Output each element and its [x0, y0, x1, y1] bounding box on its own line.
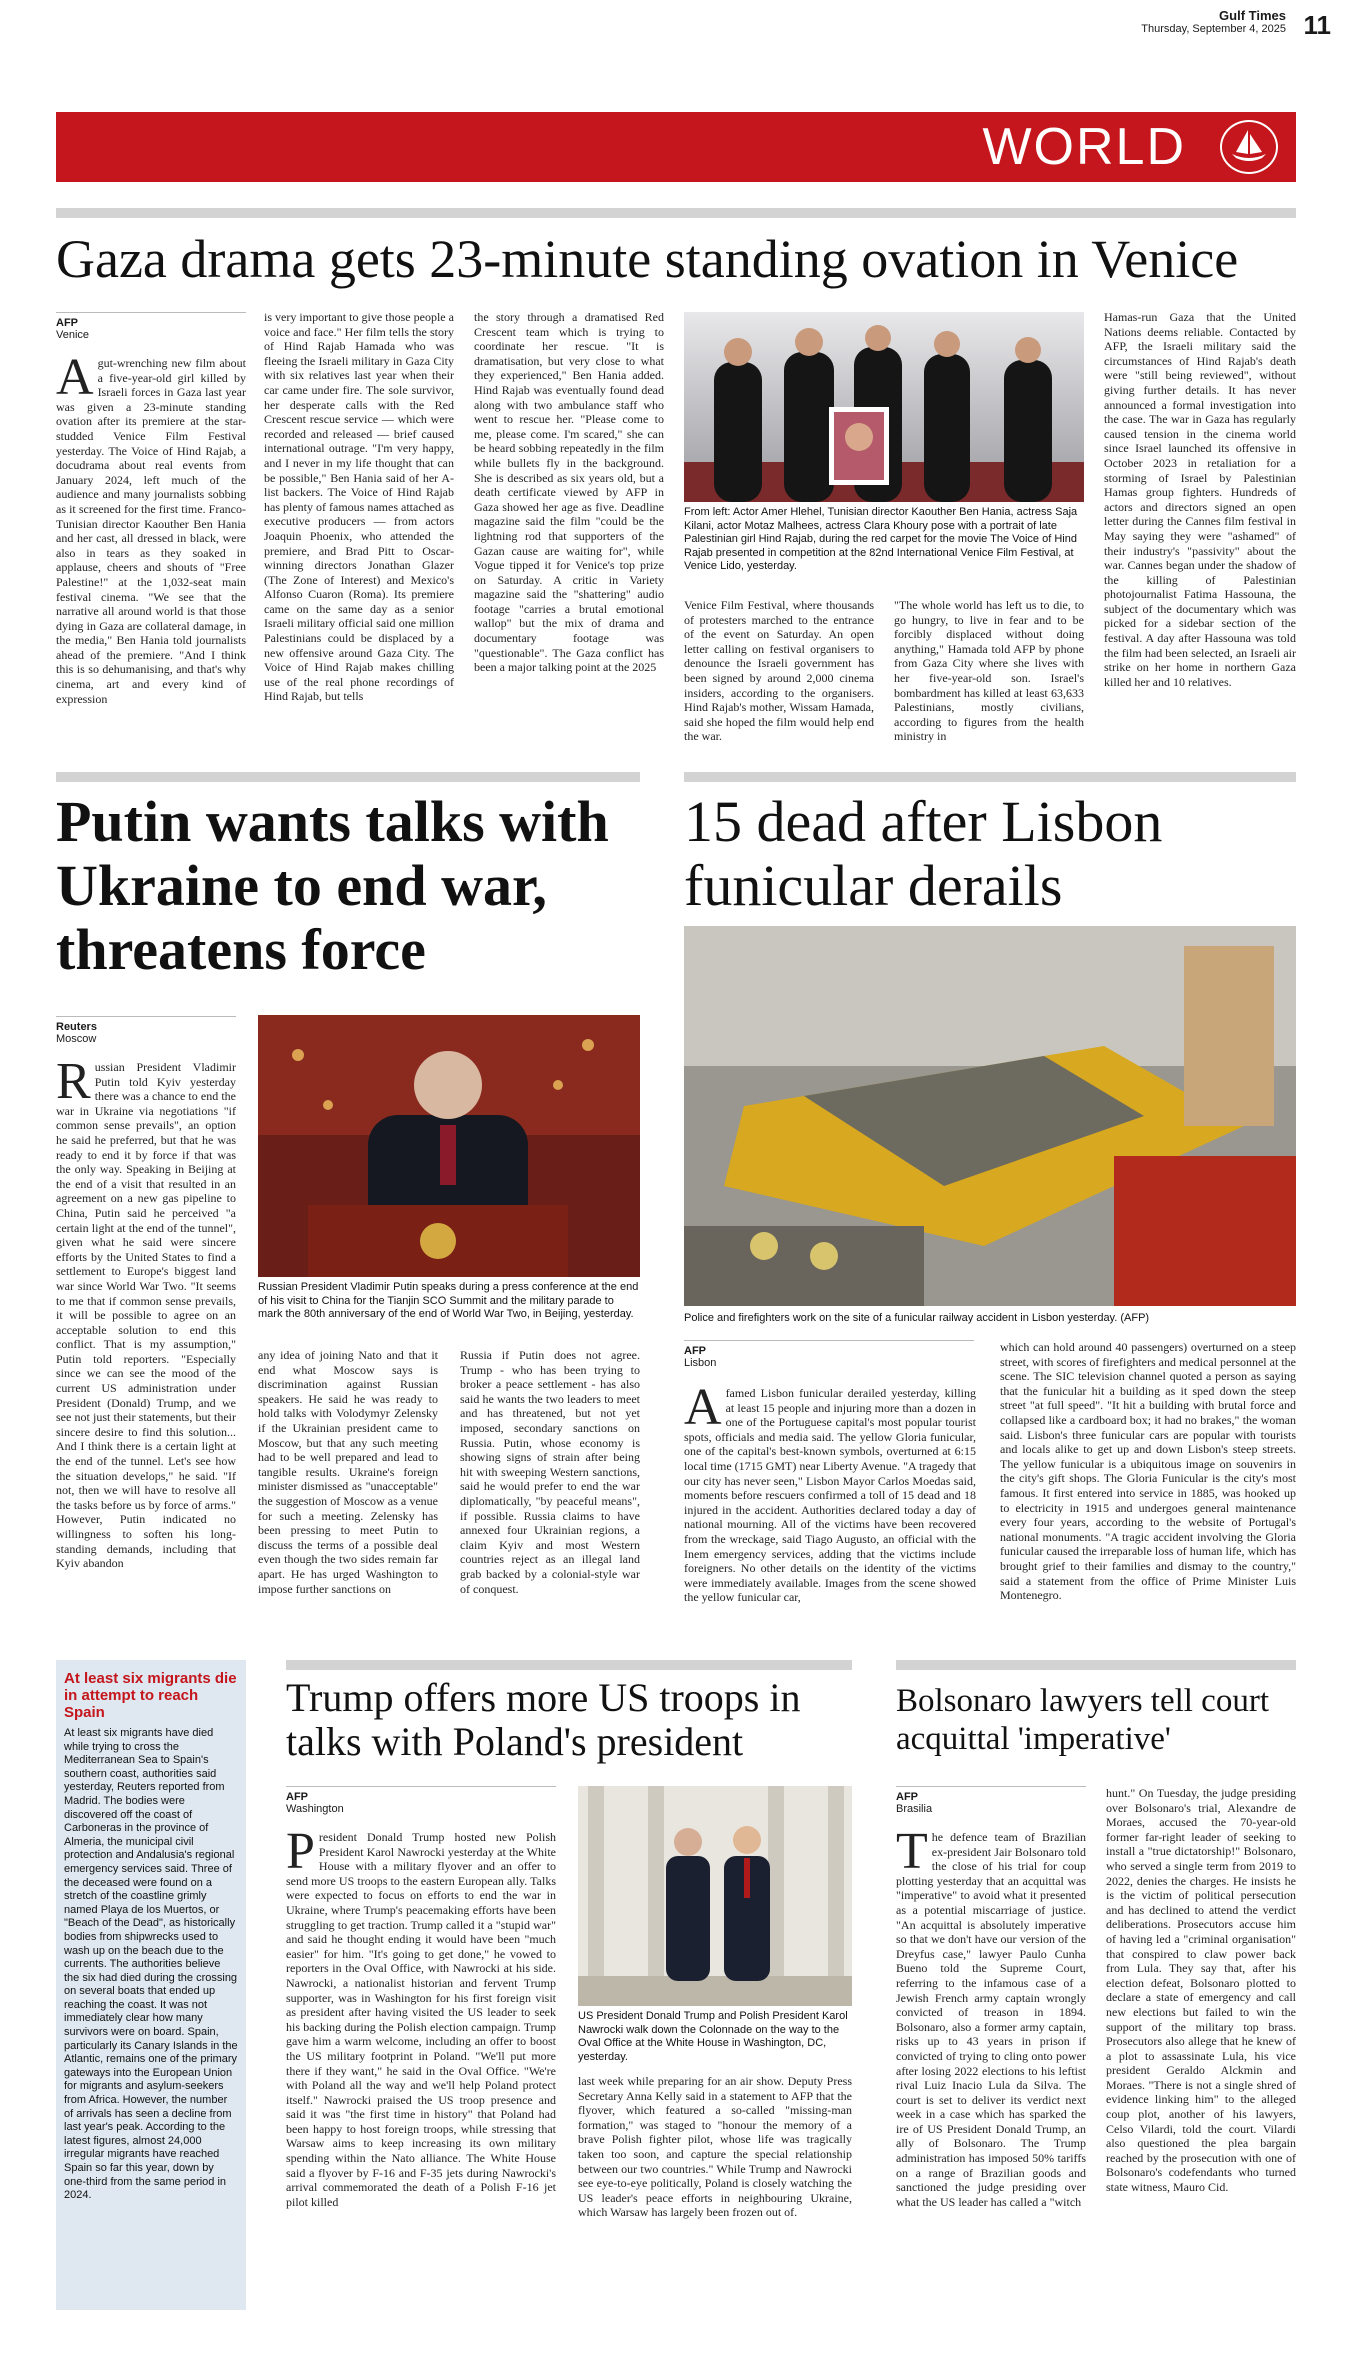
- story1-caption: From left: Actor Amer Hlehel, Tunisian director Kaouther Ben Hania, actress Saja Kilani, actor Motaz Malhees, actress Clara Khoury pose with a portrait of late Palestinian girl Hind Rajab, during the red carpet for the movie The Voice of Hind Rajab presented in competition at the 82nd International Venice Film Festival, at Venice Lido, yesterday.: [684, 506, 1078, 572]
- story2-caption: Russian President Vladimir Putin speaks during a press conference at the end of his visit to China for the Tianjin SCO Summit and the military parade to mark the 80th anniversary of the end of World War Two, in Beijing, yesterday.: [258, 1281, 639, 1320]
- section-rule: [684, 772, 1296, 782]
- story4-caption: US President Donald Trump and Polish President Karol Nawrocki walk down the Colonnade on the way to the Oval Office at the White House in Washington, DC, yesterday.: [578, 2010, 848, 2063]
- masthead-date: Thursday, September 4, 2025: [1141, 23, 1286, 35]
- byline-rule: [56, 312, 246, 313]
- story4-photo: [578, 1786, 852, 2006]
- byline-rule: [896, 1786, 1086, 1787]
- byline-rule: [286, 1786, 556, 1787]
- section-rule: [286, 1660, 852, 1670]
- story1-headline: Gaza drama gets 23-minute standing ovation in Venice: [56, 229, 1239, 289]
- story5-headline: Bolsonaro lawyers tell court acquittal 'imperative': [896, 1683, 1269, 1757]
- story3-col1-text: famed Lisbon funicular derailed yesterday, killing at least 15 people and injuring more than a dozen in one of the Portuguese capital's most popular tourist spots, officials and media said. The yellow Gloria funicular, one of the capital's best-known symbols, overturned at 6:15 local time (1715 GMT) near Liberty Avenue. "A tragedy that our city has never seen," Lisbon Mayor Carlos Moedas said, moments before rescuers confirmed a toll of 15 dead and 18 injured in the accident. Authorities declared today a day of national mourning. All of the victims have been recovered from the wreckage, said Tiago Augusto, an official with the Inem emergency services, adding that the victims include foreigners. No other details on the identity of the victims were immediately available. Images from the scene showed the yellow funicular car,: [684, 1386, 976, 1605]
- story2-col1: [56, 1060, 236, 1640]
- story3-headline: 15 dead after Lisbon funicular derails: [684, 789, 1163, 918]
- story5-col2: hunt." On Tuesday, the judge presiding over Bolsonaro's trial, Alexandre de Moraes, accused the 70-year-old former far-right leader of seeking to install a "true dictatorship!" Bolsonaro, who served a single term from 2019 to 2022, denies the charges. He insists he is the victim of political persecution and has declined to attend the verdict deliberations. Prosecutors accuse him of having led a "criminal organisation" that conspired to claw power back from Lula. They say that, after his election defeat, Bolsonaro plotted to declare a state of emergency and call new elections but failed to win the support of the military top brass. Prosecutors also allege that he knew of a plot to assassinate Lula, his vice president Geraldo Alckmin and Moraes. "There is not a single shred of evidence linking him" to the alleged coup plot, another of his lawyers, Celso Vilardi, told the court. Vilardi also questioned the plea bargain reached by the prosecution with one of Bolsonaro's codefendants who turned state witness, Mauro Cid.: [1106, 1786, 1296, 2195]
- sidebar-body: At least six migrants have died while trying to cross the Mediterranean Sea to Spain's southern coast, authorities said yesterday, Reuters reported from Madrid. The bodies were discovered off the coast of Carboneras in the province of Almeria, the municipal civil protection and Andalusia's regional emergency services said. Three of the deceased were found on a stretch of the coastline grimly named Playa de los Muertos, or "Beach of the Dead", as historically bodies from shipwrecks used to wash up on the beach due to the currents. The authorities believe the six had died during the crossing on several boats that ended up reaching the coast. It was not immediately clear how many survivors were on board. Spain, particularly its Canary Islands in the Atlantic, remains one of the primary gateways into the European Union for migrants and asylum-seekers from Africa. However, the number of arrivals has seen a decline from last year's peak. According to the latest figures, almost 24,000 irregular migrants have reached Spain so far this year, down by one-third from the same period in 2024.: [64, 1727, 238, 2202]
- story2-headline: Putin wants talks with Ukraine to end war, threatens force: [56, 789, 609, 982]
- story3-col1: [684, 1386, 976, 1640]
- story1-col1-text: gut-wrenching new film about a five-year-old girl killed by Israeli forces in Gaza last year was given a 23-minute standing ovation after its premiere at the star-studded Venice Film Festival yesterday. The Voice of Hind Rajab, a docudrama about real events from January 2024, left much of the audience and many journalists sobbing as it screened for the first time. Franco-Tunisian director Kaouther Ben Hania and her cast, all dressed in black, were also in tears as they soaked in applause, cheers and shouts of "Free Palestine!" at the 1,032-seat main festival cinema. "We see that the narrative all around world is that those dying in Gaza are collateral damage, in the media," Ben Hania told journalists ahead of the premiere. "And I think this is so dehumanising, and that's why cinema, art and every kind of expression: [56, 356, 246, 706]
- story3-byline-block: [684, 1340, 974, 1369]
- story4-col2: last week while preparing for an air show. Deputy Press Secretary Anna Kelly said in a statement to AFP that the flyover, which featured a so-called "missing-man formation," was staged to "honour the memory of a brave Polish fighter pilot, whose life was tragically taken too soon, and capture the special relationship between our two countries." While Trump and Nawrocki see eye-to-eye politically, Poland is closely watching the US leader's peace efforts in neighbouring Ukraine, which Warsaw has largely been frozen out of.: [578, 2074, 852, 2220]
- sidebar-title: At least six migrants die in attempt to reach Spain: [64, 1670, 237, 1721]
- story5-col1: [896, 1830, 1086, 2330]
- masthead-paper-name: Gulf Times: [1219, 8, 1286, 23]
- story4-headline: Trump offers more US troops in talks with Poland's president: [286, 1675, 801, 1764]
- page-number: 11: [1303, 10, 1331, 40]
- story1-col1: [56, 356, 246, 756]
- story3-photo: [684, 926, 1296, 1306]
- story2-byline-block: [56, 1016, 236, 1045]
- story2-col1-text: ussian President Vladimir Putin told Kyiv yesterday there was a chance to end the war in Ukraine via negotiations "if common sense prevails", an option he said he preferred, but that he was ready to end it by force if that was the only way. Speaking in Beijing at the end of a visit that resulted in an agreement on a new gas pipeline to China, Putin said he perceived "a certain light at the end of the tunnel", given what he said were sincere efforts by the United States to find a settlement to Europe's biggest land war since World War Two. "It seems to me that if common sense prevails, it will be possible to agree on an acceptable solution to end this conflict. That is my assumption," Putin told reporters. "Especially since we can see the mood of the current US administration under President (Donald) Trump, and we see not just their statements, but their sincere desire to find this solution... And I think there is a certain light at the end of the tunnel. Let's see how the situation develops," he said. "If not, then we will have to resolve all the tasks before us by force of arms." However, Putin indicated no willingness to soften his long-standing demands, including that Kyiv abandon: [56, 1060, 236, 1571]
- dropcap: A: [684, 1386, 722, 1436]
- story1-byline: AFP: [56, 317, 78, 329]
- story4-col1-text: resident Donald Trump hosted new Polish President Karol Nawrocki yesterday at the White House with a military flyover and an offer to send more US troops to the eastern European ally. Talks were expected to focus on efforts to end the war in Ukraine, where Trump's peacemaking efforts have been struggling to get traction. Trump called it a "stupid war" and said he thought ending it would have been "much easier" for him. "It's going to get done," he vowed to reporters in the Oval Office, with Nawrocki at his side. Nawrocki, a nationalist historian and fervent Trump supporter, was in Washington for his first foreign visit as president after having visited the US leader to seek his backing during the Polish election campaign. Trump gave him a warm welcome, including an offer to boost the US military footprint in Poland. "We'll put more there if they want," he said in the Oval Office. "We're with Poland all the way and we'll help Poland protect itself." Nawrocki praised the US troop presence and said it was "the first time in history" that Poland had been happy to host foreign troops, while stressing that Warsaw aims to keep increasing its own military spending within the Nato alliance. The White House said a flyover by F-16 and F-35 jets during Nawrocki's arrival commemorated the death of a Polish F-16 jet pilot killed: [286, 1830, 556, 2209]
- story4-col1: [286, 1830, 556, 2330]
- story2-col2: any idea of joining Nato and that it end what Moscow says is discrimination against Russian speakers. He said he was ready to hold talks with Volodymyr Zelensky if the Ukrainian president came to Moscow, but that any such meeting had to be well prepared and lead to tangible results. Ukraine's foreign minister dismissed as "unacceptable" the suggestion of Moscow as a venue for such a meeting. Zelensky has been pressing to meet Putin to discuss the terms of a possible deal even though the two sides remain far apart. He has urged Washington to impose further sanctions on: [258, 1348, 438, 1596]
- story3-col2: which can hold around 40 passengers) overturned on a steep street, with scores of firefighters and medical personnel at the scene. The SIC television channel quoted a person as saying that the funicular hit a building as it sped down the steep street "at full speed". "It hit a building with brutal force and collapsed like a cardboard box; it had no brakes," the woman said. Lisbon's three funicular cars are popular with tourists and locals alike to get up and down Lisbon's steep streets. The yellow funicular is a ubiquitous image on souvenirs in the city's gift shops. The Gloria Funicular is the city's most famous. It first entered into service in 1885, was hooked up to electricity in 1915 and undergoes general maintenance every four years, according to the website of Portugal's national monuments. "A tragic accident involving the Gloria funicular caused the irreparable loss of human life, which has brought grief to their families and dismay to the country," said a statement from the office of Prime Minister Luis Montenegro.: [1000, 1340, 1296, 1603]
- story1-dateline: Venice: [56, 329, 90, 341]
- section-banner: [56, 112, 1296, 182]
- story1-col3: the story through a dramatised Red Crescent team which is trying to coordinate her rescue. "It is dramatisation, but very close to what they experienced," Ben Hania added. Hind Rajab was eventually found dead along with two ambulance staff who went to rescue her. "Please come to me, please come. I'm scared," she can be heard sobbing repeatedly in the film while bullets fly in the background. She is described as six years old, but a death certificate viewed by AFP in Gaza showed her age as five. Deadline magazine said the film "could be the lightning rod that supporters of the Gazan cause are waiting for", while Vogue tipped it for Venice's top prize on Saturday. A critic in Variety magazine said the "shattering" audio footage "carries a brutal emotional wallop" but the mix of drama and documentary footage was "questionable". The Gaza conflict has been a major talking point at the 2025: [474, 310, 664, 675]
- story2-photo: [258, 1015, 640, 1277]
- story1-photo: [684, 312, 1084, 502]
- story3-byline: AFP: [684, 1345, 706, 1357]
- byline-rule: [684, 1340, 974, 1341]
- story5-col1-text: he defence team of Brazilian ex-president Jair Bolsonaro told the close of his trial for coup plotting yesterday that an acquittal was "imperative" to avoid what it presented as a potential miscarriage of justice. "An acquittal is absolutely imperative so that we don't have our version of the Dreyfus case," lawyer Paulo Cunha Bueno told the Supreme Court, referring to the infamous case of a Jewish French army captain wrongly convicted of treason in 1894. Bolsonaro, also a former army captain, risks up to 43 years in prison if convicted of trying to cling onto power after losing 2022 elections to his leftist rival Luiz Inacio Lula da Silva. The court is set to deliver its verdict next week in a case which has sparked the ire of US President Donald Trump, an ally of Bolsonaro. The Trump administration has imposed 50% tariffs on a range of Brazilian goods and sanctioned the judge presiding over what the US leader has called a "witch: [896, 1830, 1086, 2209]
- section-rule: [56, 208, 1296, 218]
- story1-byline-block: [56, 312, 246, 341]
- story2-col3: Russia if Putin does not agree. Trump - who has been trying to broker a peace settlement - has also said he wants the two leaders to meet and has threatened, but not yet imposed, secondary sanctions on Russia. Putin, whose economy is showing signs of strain after being hit with sweeping Western sanctions, said he would prefer to end the war diplomatically, "by peaceful means", if possible. Russia claims to have annexed four Ukrainian regions, a claim Kyiv and most Western countries reject as an illegal land grab backed by a colonial-style war of conquest.: [460, 1348, 640, 1596]
- story4-byline: AFP: [286, 1791, 308, 1803]
- dropcap: A: [56, 356, 94, 406]
- section-title: WORLD: [982, 118, 1186, 176]
- dropcap: P: [286, 1830, 315, 1880]
- dropcap: R: [56, 1060, 91, 1110]
- story1-col2: is very important to give those people a voice and face." Her film tells the story of Hind Rajab Hamada who was fleeing the Israeli military in Gaza City with six relatives last year when their car came under fire. The sole survivor, her desperate calls with the Red Crescent rescue service — which were recorded and released — brief caused international outrage. "I'm very happy, and I never in my life thought that can be possible," Ben Hania said of her A-list backers. The Voice of Hind Rajab has plenty of famous names attached as executive producers — from actors Joaquin Phoenix, who attended the premiere, and Brad Pitt to Oscar-winning directors Jonathan Glazer (The Zone of Interest) and Mexico's Alfonso Cuaron (Roma). Its premiere came on the same day as a senior Israeli military official said one million Palestinians could be displaced by a new offensive around Gaza City. The Voice of Hind Rajab makes chilling use of the real phone recordings of Hind Rajab, but tells: [264, 310, 454, 704]
- story3-caption: Police and firefighters work on the site of a funicular railway accident in Lisbon yesterday. (AFP): [684, 1312, 1150, 1324]
- dropcap: T: [896, 1830, 928, 1880]
- story1-col6: Hamas-run Gaza that the United Nations deems reliable. Contacted by AFP, the Israeli military said the circumstances of Hind Rajab's death were "still being reviewed", without giving further details. It has never announced a formal investigation into the case. The war in Gaza has regularly caused tension in the cinema world since Israel launched its offensive in October 2023 in retaliation for a storming of Israel by Palestinian Hamas group fighters. Hundreds of actors and directors signed an open letter during the Cannes film festival in May saying they were "ashamed" of their industry's "passivity" about the war. Cannes began under the shadow of the killing of Palestinian photojournalist Fatima Hassouna, the subject of the documentary which was picked for a sidebar section of the festival. A day after Hassouna was told the film had been selected, an Israeli air strike on her home in northern Gaza killed her and 10 relatives.: [1104, 310, 1296, 689]
- story5-byline-block: [896, 1786, 1086, 1815]
- story2-byline: Reuters: [56, 1021, 97, 1033]
- byline-rule: [56, 1016, 236, 1017]
- story1-col4: Venice Film Festival, where thousands of protesters marched to the entrance of the event on Saturday. An open letter calling on festival organisers to denounce the Israeli government has been signed by around 2,000 cinema insiders, according to the organisers. Hind Rajab's mother, Wissam Hamada, said she hoped the film would help end the war.: [684, 598, 874, 744]
- section-rule: [896, 1660, 1296, 1670]
- story5-byline: AFP: [896, 1791, 918, 1803]
- story2-dateline: Moscow: [56, 1033, 97, 1045]
- dhow-icon: [1220, 120, 1278, 174]
- story4-byline-block: [286, 1786, 556, 1815]
- story3-dateline: Lisbon: [684, 1357, 717, 1369]
- section-rule: [56, 772, 640, 782]
- story5-dateline: Brasilia: [896, 1803, 933, 1815]
- story4-dateline: Washington: [286, 1803, 344, 1815]
- story1-col5: "The whole world has left us to die, to go hungry, to live in fear and to be forcibly displaced without doing anything," Hamada told AFP by phone from Gaza City where she lives with her five-year-old son. Israel's bombardment has killed at least 63,633 Palestinians, mostly civilians, according to figures from the health ministry in: [894, 598, 1084, 744]
- migrants-sidebar: [56, 1660, 246, 2310]
